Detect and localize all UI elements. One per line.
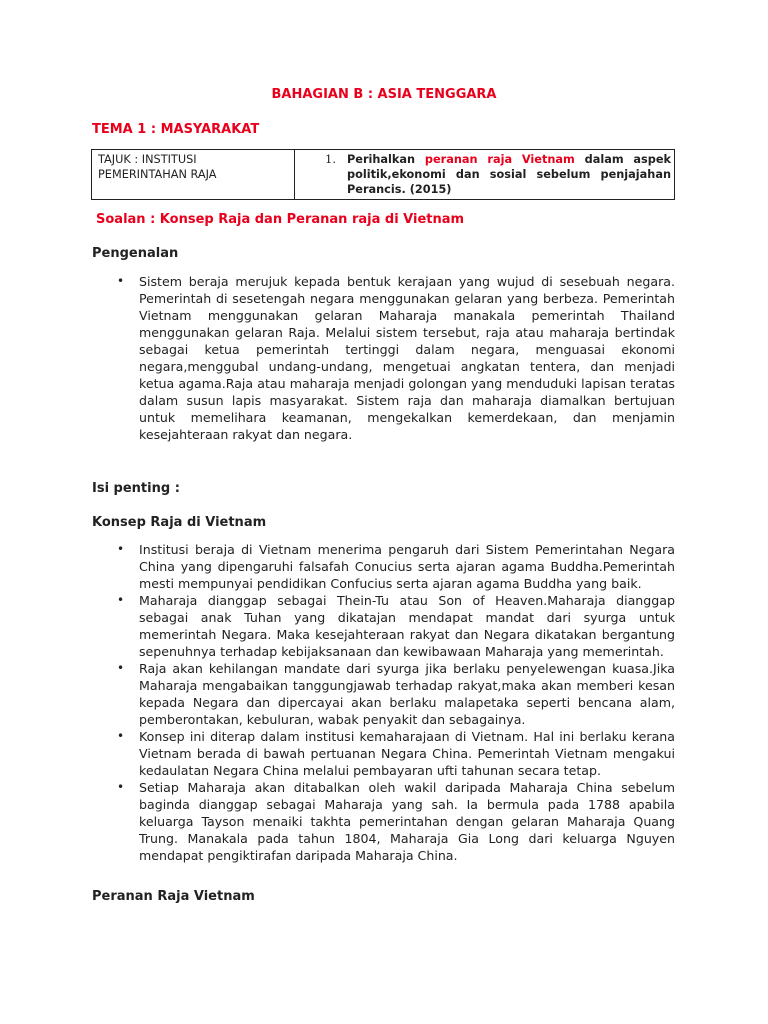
concept-item-text: Setiap Maharaja akan ditabalkan oleh wakil daripada Maharaja China sebelum baginda dianggap sebagai Maharaja yang sah. Ia bermula pada 1788 apabila keluarga Tayson menaiki takhta pemerintahan dengan gelaran Maharaja Quang Trung. Manakala pada tahun 1804, Maharaja Gia Long dari keluarga Nguyen mendapat pengiktirafan daripada Maharaja China. [139, 780, 675, 863]
list-item [117, 273, 675, 443]
question-text [347, 152, 671, 197]
bullet-icon: • [117, 729, 125, 743]
question-cell [295, 150, 675, 200]
bullet-icon: • [117, 274, 125, 288]
question-part2: dalam aspek politik,ekonomi dan sosial sebelum penjajahan Perancis. (2015) [347, 153, 671, 196]
topic-table [91, 149, 675, 200]
bullet-icon: • [117, 661, 125, 675]
role-heading: Peranan Raja Vietnam [92, 889, 255, 904]
concept-item-text: Institusi beraja di Vietnam menerima pengaruh dari Sistem Pemerintahan Negara China yang dipengaruhi falsafah Conucius serta ajaran agama Buddha.Pemerintah mesti mempunyai pendidikan Confucius serta ajaran agama Buddha yang baik. [139, 542, 675, 591]
concept-list [117, 541, 675, 864]
question-highlight: peranan raja Vietnam [424, 153, 575, 166]
topic-cell [92, 150, 295, 200]
list-item [117, 779, 675, 864]
question-part1: Perihalkan [347, 153, 416, 166]
question-heading: Soalan : Konsep Raja dan Peranan raja di Vietnam [96, 212, 465, 227]
bullet-icon: • [117, 780, 125, 794]
bullet-icon: • [117, 593, 125, 607]
intro-list [117, 273, 675, 443]
theme-title: TEMA 1 : MASYARAKAT [92, 122, 260, 137]
list-item [117, 541, 675, 592]
concept-heading: Konsep Raja di Vietnam [92, 515, 267, 530]
list-item [117, 660, 675, 728]
section-title: BAHAGIAN B : ASIA TENGGARA [271, 87, 497, 102]
intro-item-text: Sistem beraja merujuk kepada bentuk kerajaan yang wujud di sesebuah negara. Pemerintah di sesetengah negara menggunakan gelaran yang berbeza. Pemerintah Vietnam menggunakan gelaran Maharaja manakala pemerintah Thailand menggunakan gelaran Raja. Melalui sistem tersebut, raja atau maharaja bertindak sebagai ketua pemerintah tertinggi dalam negara, menguasai ekonomi negara,menggubal undang-undang, mengetuai angkatan tentera, dan menjadi ketua agama.Raja atau maharaja menjadi golongan yang menduduki lapisan teratas dalam susun lapis masyarakat. Sistem raja dan maharaja diamalkan bertujuan untuk memelihara keamanan, mengekalkan kemerdekaan, dan menjamin kesejahteraan rakyat dan negara. [139, 274, 675, 442]
concept-item-text: Konsep ini diterap dalam institusi kemaharajaan di Vietnam. Hal ini berlaku kerana Vietnam berada di bawah pertuanan Negara China. Pemerintah Vietnam mengakui kedaulatan Negara China melalui pembayaran ufti tahunan secara tetap. [139, 729, 675, 778]
intro-heading: Pengenalan [92, 246, 179, 261]
topic-label: TAJUK : INSTITUSI PEMERINTAHAN RAJA [98, 153, 217, 181]
list-item [117, 728, 675, 779]
question-number: 1. [325, 152, 336, 166]
key-heading: Isi penting : [92, 481, 180, 496]
concept-item-text: Maharaja dianggap sebagai Thein-Tu atau Son of Heaven.Maharaja dianggap sebagai anak Tuhan yang dikatajan mendapat mandat dari syurga untuk memerintah Negara. Maka kesejahteraan rakyat dan Negara dikatakan bergantung sepenuhnya terhadap kebijaksanaan dan kewibawaan Maharaja yang memerintah. [139, 593, 675, 659]
list-item [117, 592, 675, 660]
bullet-icon: • [117, 542, 125, 556]
concept-item-text: Raja akan kehilangan mandate dari syurga jika berlaku penyelewengan kuasa.Jika Maharaja mengabaikan tanggungjawab terhadap rakyat,maka akan memberi kesan kepada Negara dan dipercayai akan berlaku malapetaka seperti bencana alam, pemberontakan, kebuluran, wabak penyakit dan sebagainya. [139, 661, 675, 727]
